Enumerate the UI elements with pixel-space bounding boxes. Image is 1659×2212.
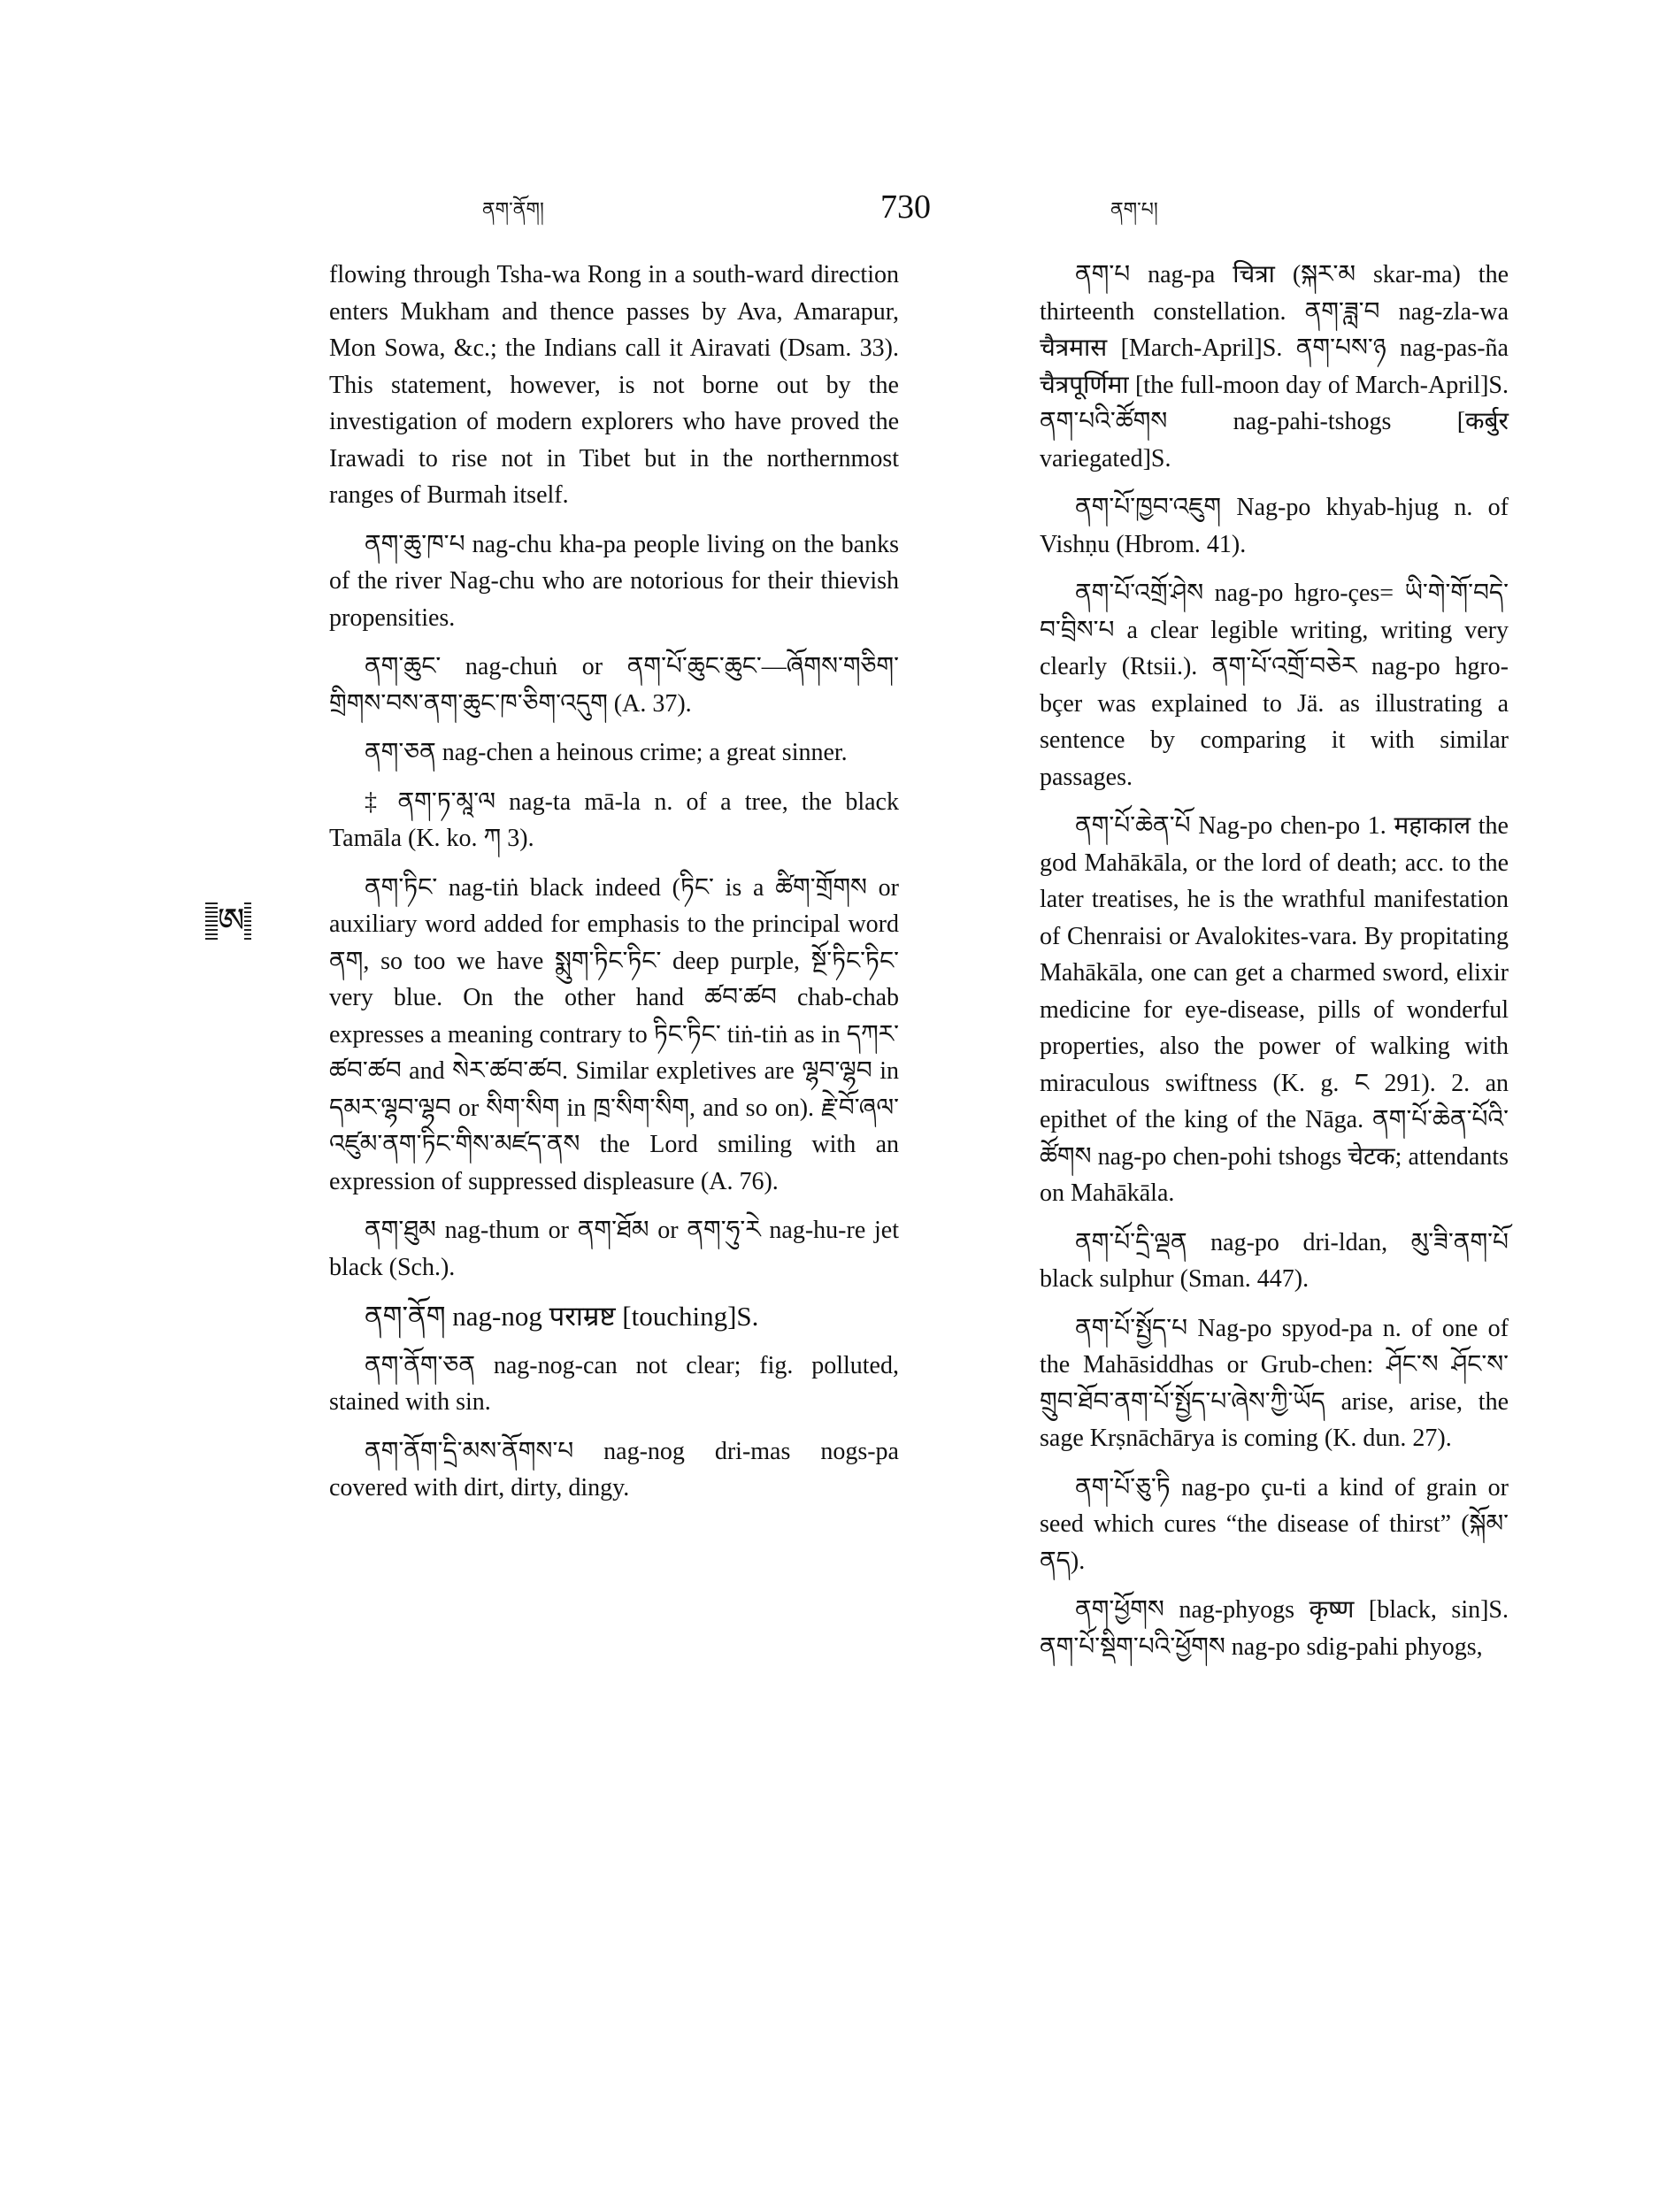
dictionary-entry: ནག་ཕྱོགས nag-phyogs कृष्ण [black, sin]S. ནག་པོ་སྡིག་པའི་ཕྱོགས nag-po sdig-pahi phyogs, (1040, 1596, 1509, 1661)
dictionary-entry: ‡ ནག་ཏ་མཱ་ལ nag-ta mā-la n. of a tree, the black Tamāla (K. ko. ཀ 3). (329, 787, 899, 852)
dictionary-entry: ནག་ཆུང་ nag-chuṅ or ནག་པོ་ཆུང་ཆུང་—ཞོགས་གཅིག་གྲིགས་བས་ནག་ཆུང་ཁ་ཅིག་འདུག (A. 37). (329, 653, 899, 718)
dictionary-entry: ནག་ཆུ་ཁ་པ nag-chu kha-pa people living on the banks of the river Nag-chu who are notorious for their thievish propensities. (329, 530, 899, 632)
dictionary-entry: ནག་པོ་འགྲོ་ཤེས nag-po hgro-çes= ཡི་གེ་གོ་བདེ་བ་བྲིས་པ a clear legible writing, writing very clearly (Rtsii.). ནག་པོ་འགྲོ་བཅེར nag-po hgro-bçer was explained to Jä. as illustrating a sentence by comparing it with similar passages. (1040, 580, 1509, 791)
running-head-right: ནག་པ། (1110, 199, 1158, 221)
margin-symbol-glyph: ཨ (218, 901, 245, 940)
running-head-left: ནག་ནོག། (482, 199, 544, 221)
right-column (1040, 257, 1509, 1678)
dictionary-entry: flowing through Tsha-wa Rong in a south-ward direction enters Mukham and thence passes by Ava, Amarapur, Mon Sowa, &c.; the Indians call it Airavati (Dsam. 33). This statement, however, is not borne out by the investigation of modern explorers who have proved the Irawadi to rise not in Tibet but in the northernmost ranges of Burmah itself. (329, 261, 899, 509)
margin-symbol-icon (205, 902, 251, 941)
headword-entry: ནག་ནོག nag-nog पराम्रष्ट [touching]S. (365, 1301, 759, 1332)
dictionary-entry: ནག་ཐུམ nag-thum or ནག་ཐོམ or ནག་ཧུ་རེ nag-hu-re jet black (Sch.). (329, 1217, 899, 1281)
left-column (329, 257, 899, 1519)
dictionary-entry: ནག་པོ་དྲི་ལྡན nag-po dri-ldan, མུ་ཟི་ནག་པོ black sulphur (Sman. 447). (1040, 1228, 1509, 1293)
dictionary-entry: ནག་ཏིང་ nag-tiṅ black indeed (ཏིང་ is a ཚིག་གྲོགས or auxiliary word added for emphasis to the principal word ནག, so too we have སྨུག་ཏིང་ཏིང་ deep purple, སྔོ་ཏིང་ཏིང་ very blue. On the other hand ཚབ་ཚབ chab-chab expresses a meaning contrary to ཏིང་ཏིང་ tiṅ-tiṅ as in དཀར་ཚབ་ཚབ and སེར་ཚབ་ཚབ. Similar expletives are ལྷབ་ལྷབ in དམར་ལྷབ་ལྷབ or སིག་སིག in ཁྲ་སིག་སིག, and so on). རྗེ་བོ་ཞལ་འཛུམ་ནག་ཏིང་གིས་མཛད་ནས the Lord smiling with an expression of suppressed displeasure (A. 76). (329, 873, 899, 1195)
dictionary-entry: ནག་པོ་ཆེན་པོ Nag-po chen-po 1. महाकाल the god Mahākāla, or the lord of death; acc. to the later treatises, he is the wrathful manifestation of Chenraisi or Avalokites-vara. By propitating Mahākāla, one can get a charmed sword, elixir medicine for eye-disease, pills of wonderful properties, also the power of walking with miraculous swiftness (K. g. ང 291). 2. an epithet of the king of the Nāga. ནག་པོ་ཆེན་པོའི་ཚོགས nag-po chen-pohi tshogs चेटक; attendants on Mahākāla. (1040, 812, 1509, 1207)
dictionary-entry: ནག་ནོག་ཅན nag-nog-can not clear; fig. polluted, stained with sin. (329, 1351, 899, 1416)
dictionary-entry: ནག་ཅན nag-chen a heinous crime; a great sinner. (365, 739, 848, 766)
dictionary-entry: ནག་པོ་སྤྱོད་པ Nag-po spyod-pa n. of one of the Mahāsiddhas or Grub-chen: ཤོང་ས ཤོང་ས་གྲུབ་ཐོབ་ནག་པོ་སྤྱོད་པ་ཞེས་ཀྱི་ཡོད arise, arise, the sage Krṣnāchārya is coming (K. dun. 27). (1040, 1314, 1509, 1452)
page-number: 730 (880, 188, 931, 226)
dictionary-entry: ནག་པོ་ཁྱབ་འཇུག Nag-po khyab-hjug n. of Vishṇu (Hbrom. 41). (1040, 494, 1509, 558)
dictionary-entry: ནག་ནོག་དྲི་མས་ནོགས་པ nag-nog dri-mas nogs-pa covered with dirt, dirty, dingy. (329, 1437, 899, 1502)
headword-entry: ནག་པ nag-pa चित्रा (སྐར་མ skar-ma) the thirteenth constellation. ནག་ཟླ་བ nag-zla-wa चैत्रमास [March-April]S. ནག་པས་ཉ nag-pas-ña चैत्रपूर्णिमा [the full-moon day of March-April]S. ནག་པའི་ཚོགས nag-pahi-tshogs [कर्बुर variegated]S. (1040, 261, 1509, 472)
dictionary-entry: ནག་པོ་ཅུ་ཏི nag-po çu-ti a kind of grain or seed which cures “the disease of thirst” (སྐོམ་ནད). (1040, 1473, 1509, 1575)
